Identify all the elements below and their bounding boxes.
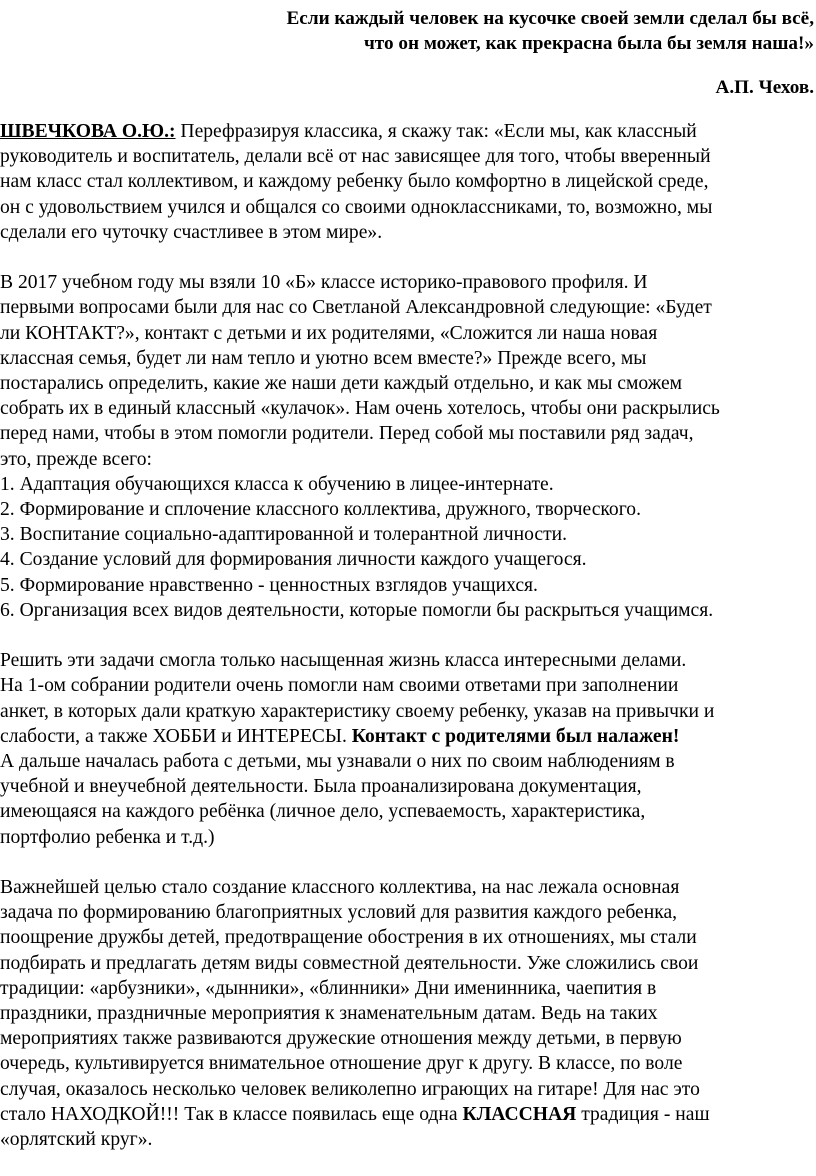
text-line: подбирать и предлагать детям виды совместной деятельности. Уже сложились свои — [0, 952, 699, 974]
bold-emphasis: КЛАССНАЯ — [462, 1103, 577, 1125]
text-line: очередь, культивируется внимательное отношение друг к другу. В классе, по воле — [0, 1053, 683, 1075]
text-line: случая, оказалось несколько человек великолепно играющих на гитаре! Для нас это — [0, 1078, 700, 1100]
text-line — [0, 119, 816, 144]
text-fragment: Перефразируя классика, я скажу так: «Если мы, как классный — [175, 121, 697, 142]
text-line: В 2017 учебном году мы взяли 10 «Б» классе историко-правового профиля. И — [0, 272, 648, 294]
task-item: 4. Создание условий для формирования личности каждого учащегося. — [0, 549, 587, 571]
paragraph-collective — [0, 875, 816, 1152]
task-item: 6. Организация всех видов деятельности, которые помогли бы раскрыться учащимся. — [0, 599, 714, 621]
task-item: 2. Формирование и сплочение классного коллектива, дружного, творческого. — [0, 499, 641, 521]
epigraph-quote — [0, 6, 814, 56]
text-line: это, прежде всего: — [0, 448, 152, 470]
paragraph-goals — [0, 270, 816, 623]
text-line: традиции: «арбузники», «дынники», «блинники» Дни именинника, чаепития в — [0, 977, 657, 999]
paragraph-intro — [0, 119, 816, 245]
text-line: На 1-ом собрании родители очень помогли нам своими ответами при заполнении — [0, 675, 679, 697]
text-line: постарались определить, какие же наши дети каждый отдельно, и как мы сможем — [0, 373, 683, 395]
text-line: учебной и внеучебной деятельности. Была проанализирована документация, — [0, 776, 642, 798]
text-line: поощрение дружбы детей, предотвращение обострения в их отношениях, мы стали — [0, 927, 697, 949]
text-fragment: стало НАХОДКОЙ!!! Так в классе появилась еще одна — [0, 1103, 463, 1125]
text-line: собрать их в единый классный «кулачок». Нам очень хотелось, чтобы они раскрылись — [0, 398, 720, 420]
task-item: 3. Воспитание социально-адаптированной и толерантной личности. — [0, 524, 568, 546]
text-line: А дальше началась работа с детьми, мы узнавали о них по своим наблюдениям в — [0, 751, 675, 773]
text-line: «орлятский круг». — [0, 1129, 153, 1151]
text-line: ли КОНТАКТ?», контакт с детьми и их родителями, «Сложится ли наша новая — [0, 322, 658, 344]
paragraph-gap — [0, 245, 816, 270]
paragraph-gap — [0, 850, 816, 875]
epigraph-author: А.П. Чехов. — [715, 77, 814, 98]
paragraph-parents — [0, 648, 816, 850]
text-line: портфолио ребенка и т.д.) — [0, 826, 215, 848]
text-fragment: слабости, а также ХОББИ и ИНТЕРЕСЫ. — [0, 725, 352, 747]
task-item: 5. Формирование нравственно - ценностных взглядов учащихся. — [0, 574, 538, 596]
document-body — [0, 119, 816, 1152]
text-line: праздники, праздничные мероприятия к знаменательным датам. Ведь на таких — [0, 1003, 658, 1025]
text-line: задача по формированию благоприятных условий для развития каждого ребенка, — [0, 902, 678, 924]
epigraph-line: Если каждый человек на кусочке своей земли сделал бы всё, — [286, 8, 814, 29]
task-item: 1. Адаптация обучающихся класса к обучению в лицее-интернате. — [0, 473, 554, 495]
text-line: Важнейшей целью стало создание классного коллектива, на нас лежала основная — [0, 877, 680, 899]
text-line: мероприятиях также развиваются дружеские отношения между детьми, в первую — [0, 1028, 682, 1050]
text-line: руководитель и воспитатель, делали всё от нас зависящее для того, чтобы вверенный — [0, 146, 711, 168]
bold-emphasis: Контакт с родителями был налажен! — [351, 725, 680, 747]
text-line: первыми вопросами были для нас со Светланой Александровной следующие: «Будет — [0, 297, 712, 319]
text-line: анкет, в которых дали краткую характеристику своему ребенку, указав на привычки и — [0, 700, 715, 722]
epigraph-line: что он может, как прекрасна была бы земля наша!» — [363, 33, 814, 54]
text-line: имеющаяся на каждого ребёнка (личное дело, успеваемость, характеристика, — [0, 801, 646, 823]
text-line — [0, 1102, 816, 1127]
text-line — [0, 724, 816, 749]
text-line: Решить эти задачи смогла только насыщенная жизнь класса интересными делами. — [0, 650, 687, 672]
text-line: классная семья, будет ли нам тепло и уютно всем вместе?» Прежде всего, мы — [0, 347, 647, 369]
speaker-name: ШВЕЧКОВА О.Ю.: — [0, 121, 176, 142]
paragraph-gap — [0, 623, 816, 648]
text-line: он с удовольствием учился и общался со своими одноклассниками, то, возможно, мы — [0, 196, 713, 218]
text-line: сделали его чуточку счастливее в этом мире». — [0, 221, 383, 243]
text-line: перед нами, чтобы в этом помогли родители. Перед собой мы поставили ряд задач, — [0, 423, 694, 445]
text-fragment: традиция - наш — [576, 1103, 710, 1125]
text-line: нам класс стал коллективом, и каждому ребенку было комфортно в лицейской среде, — [0, 171, 709, 193]
